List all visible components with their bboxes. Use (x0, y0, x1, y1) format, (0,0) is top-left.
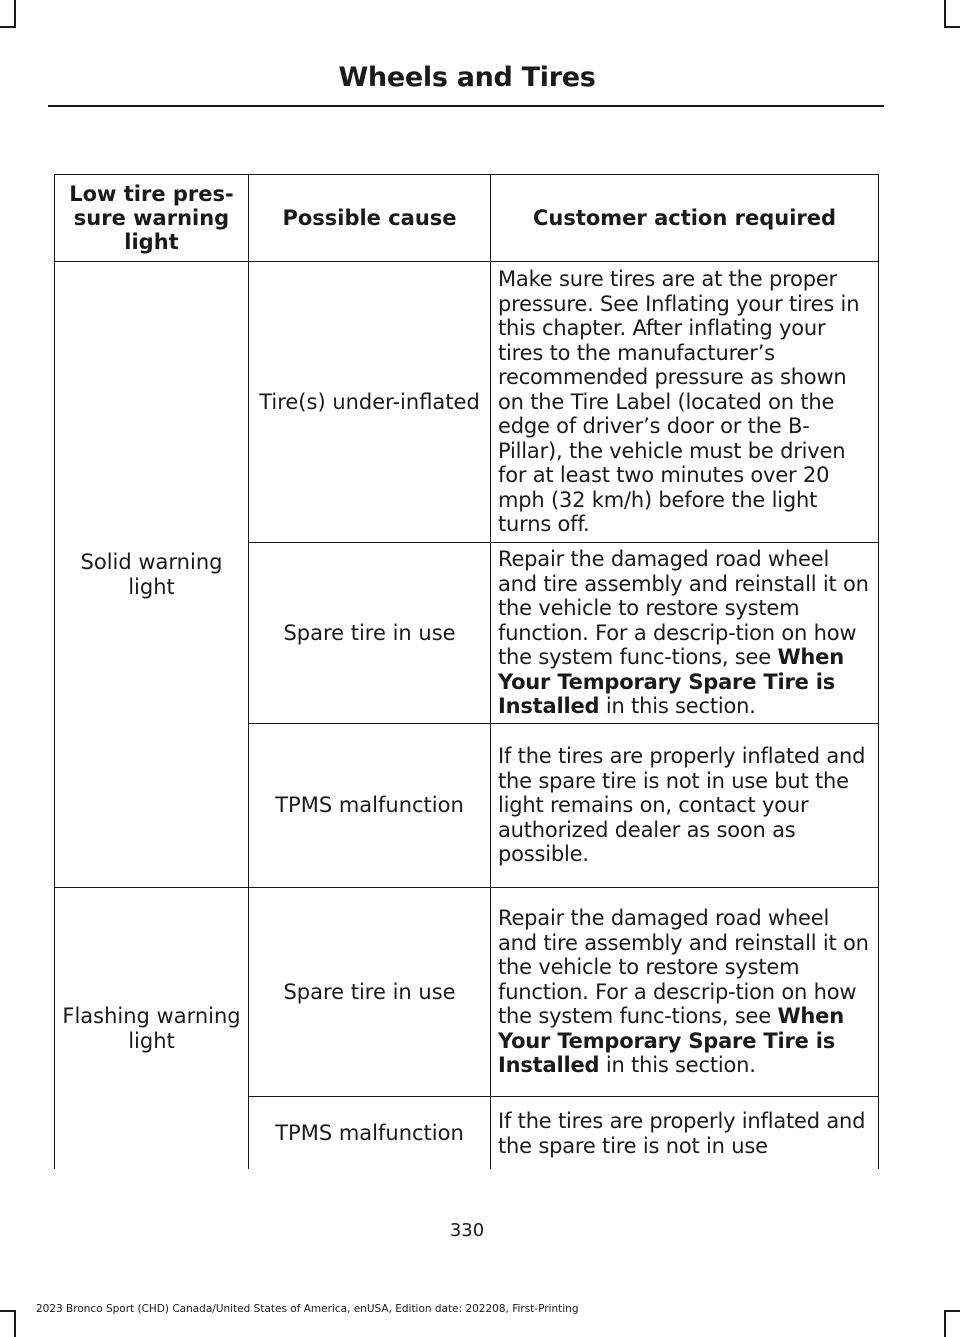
warning-light-cell: Solid warning light (55, 262, 249, 888)
page-number: 330 (449, 1220, 485, 1241)
possible-cause-cell: Spare tire in use (249, 543, 491, 724)
action-text: in this section. (599, 1053, 756, 1078)
crop-mark (944, 1310, 946, 1337)
customer-action-cell (491, 888, 879, 1097)
crop-mark (944, 26, 960, 28)
crop-mark (14, 1310, 16, 1337)
warning-light-cell: Flashing warning light (55, 888, 249, 1170)
customer-action-cell: If the tires are properly inflated and the spare tire is not in use (491, 1097, 879, 1170)
crop-mark (0, 1310, 16, 1312)
possible-cause-cell: TPMS malfunction (249, 724, 491, 888)
possible-cause-cell: Tire(s) under-inflated (249, 262, 491, 543)
crop-mark (0, 26, 16, 28)
column-header-customer-action: Customer action required (491, 175, 879, 262)
action-text: in this section. (599, 694, 756, 719)
customer-action-cell: If the tires are properly inflated and the spare tire is not in use but the light remains on, contact your authorized dealer as soon as possible. (491, 724, 879, 888)
crop-mark (14, 0, 16, 26)
customer-action-cell: Make sure tires are at the proper pressure. See Inflating your tires in this chapter. After inflating your tires to the manufacturer’s recommended pressure as shown on the Tire Label (located on the edge of driver’s door or the B-Pillar), the vehicle must be driven for at least two minutes over 20 mph (32 km/h) before the light turns off. (491, 262, 879, 543)
warning-light-table (54, 174, 879, 1169)
page-title: Wheels and Tires (338, 62, 596, 93)
possible-cause-cell: TPMS malfunction (249, 1097, 491, 1170)
customer-action-cell (491, 543, 879, 724)
action-text: Repair the damaged road wheel and tire assembly and reinstall it on the vehicle to restore system function. For a descrip-tion on how the system func-tions, see (498, 547, 869, 670)
table-row (55, 262, 879, 543)
table-header-row (55, 175, 879, 262)
section-reference: When Your Temporary Spare Tire is Installed (498, 645, 844, 719)
action-text: Repair the damaged road wheel and tire assembly and reinstall it on the vehicle to restore system function. For a descrip-tion on how the system func-tions, see (498, 906, 869, 1029)
crop-mark (944, 1310, 960, 1312)
tpms-table (54, 174, 878, 1169)
header-divider (48, 105, 884, 107)
possible-cause-cell: Spare tire in use (249, 888, 491, 1097)
column-header-warning-light: Low tire pres-sure warning light (55, 175, 249, 262)
edition-footer: 2023 Bronco Sport (CHD) Canada/United States of America, enUSA, Edition date: 202208, First-Printing (36, 1303, 579, 1315)
table-row (55, 888, 879, 1097)
section-reference: When Your Temporary Spare Tire is Installed (498, 1004, 844, 1078)
column-header-possible-cause: Possible cause (249, 175, 491, 262)
crop-mark (944, 0, 946, 26)
